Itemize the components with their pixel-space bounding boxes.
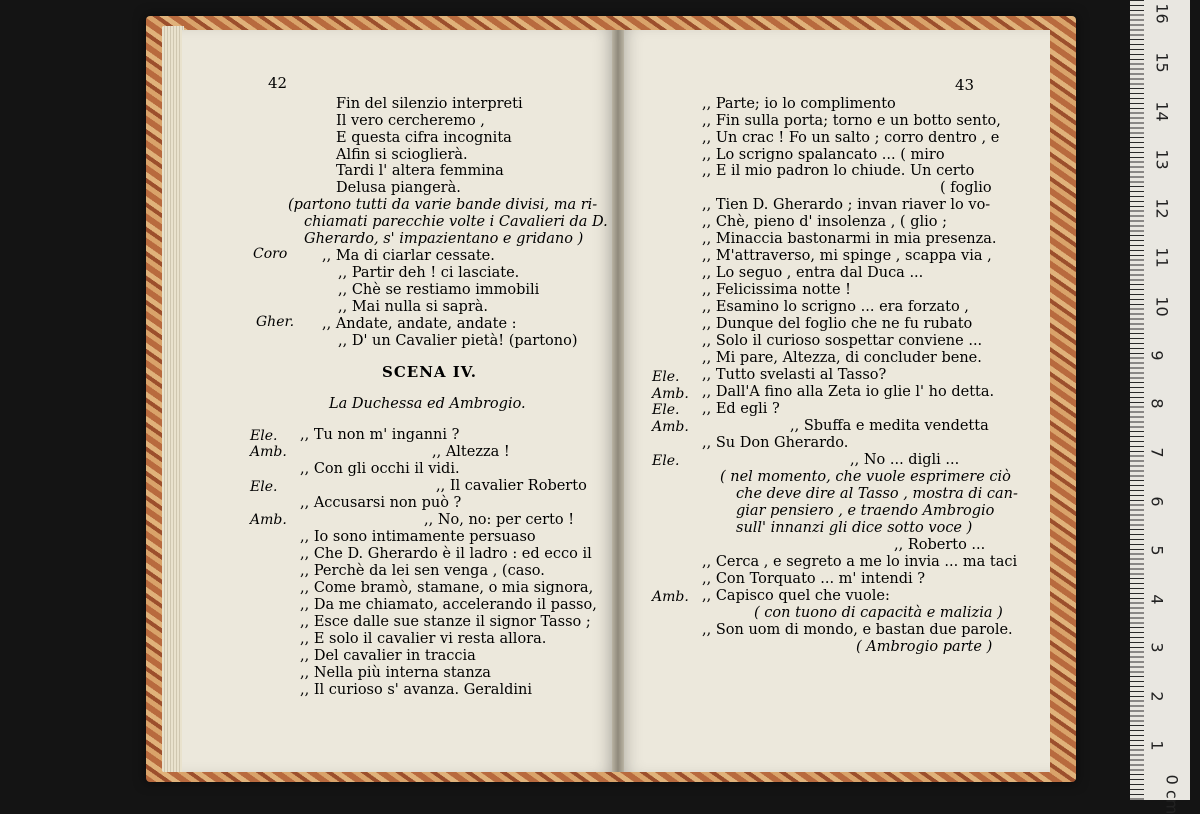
text-line: ,, Mai nulla si saprà. (338, 299, 489, 315)
text-line: Alfin si scioglierà. (336, 147, 468, 163)
speaker-label: Ele. (250, 428, 278, 444)
text-line: ,, Da me chiamato, accelerando il passo, (300, 597, 597, 613)
ruler-number: 9 (1147, 350, 1167, 361)
speaker-label: Ele. (652, 402, 680, 418)
text-line: ,, Nella più interna stanza (300, 665, 491, 681)
text-line: (partono tutti da varie bande divisi, ma ri- (288, 197, 598, 213)
text-line: Tardi l' altera femmina (336, 163, 504, 179)
text-line: ,, Del cavalier in traccia (300, 648, 476, 664)
text-line: ,, Tu non m' inganni ? (300, 427, 460, 443)
ruler-number: 1 (1147, 740, 1167, 751)
text-line: ,, Su Don Gherardo. (702, 435, 849, 451)
text-line: ,, Con gli occhi il vidi. (300, 461, 460, 477)
ruler-number: 11 (1152, 247, 1172, 268)
ruler-number: 8 (1147, 398, 1167, 409)
speaker-label: Amb. (250, 444, 287, 460)
text-line: Delusa piangerà. (336, 180, 461, 196)
ruler-number: 7 (1147, 447, 1167, 458)
text-line: ,, Tutto svelasti al Tasso? (702, 367, 887, 383)
speaker-label: Amb. (652, 386, 689, 402)
text-line: ,, No ... digli ... (850, 452, 960, 468)
text-line: ,, No, no: per certo ! (424, 512, 575, 528)
text-line: ,, Come bramò, stamane, o mia signora, (300, 580, 594, 596)
text-line: ,, Chè se restiamo immobili (338, 282, 540, 298)
scene-title: SCENA IV. (382, 363, 478, 381)
left-page-number: 42 (268, 74, 288, 92)
text-line: ,, Parte; io lo complimento (702, 96, 896, 112)
text-line: ( con tuono di capacità e malizia ) (754, 605, 1003, 621)
speaker-label: Amb. (250, 512, 287, 528)
text-line: ,, Accusarsi non può ? (300, 495, 462, 511)
ruler-number: 13 (1152, 149, 1172, 171)
speaker-label: Ele. (652, 453, 680, 469)
speaker-label: Coro (253, 246, 288, 262)
text-line: ,, M'attraverso, mi spinge , scappa via , (702, 248, 992, 264)
text-line: ,, Lo seguo , entra dal Duca ... (702, 265, 924, 281)
text-line: chiamati parecchie volte i Cavalieri da D. (304, 214, 608, 230)
text-line: E questa cifra incognita (336, 130, 512, 146)
ruler-ticks (1130, 0, 1144, 800)
text-line: ,, Il cavalier Roberto (436, 478, 587, 494)
speaker-label: Amb. (652, 419, 689, 435)
ruler-number: 4 (1147, 594, 1167, 605)
text-line: ,, Fin sulla porta; torno e un botto sento, (702, 113, 1001, 129)
text-line: ,, Lo scrigno spalancato ... ( miro (702, 147, 945, 163)
text-line: ,, Il curioso s' avanza. Geraldini (300, 682, 532, 698)
speaker-label: Gher. (256, 314, 295, 330)
text-line: ,, Capisco quel che vuole: (702, 588, 890, 604)
page-edges (162, 26, 184, 772)
text-line: che deve dire al Tasso , mostra di can- (736, 486, 1018, 502)
text-line: ,, Roberto ... (894, 537, 986, 553)
text-line: Gherardo, s' impazientano e gridano ) (304, 231, 584, 247)
text-line: ,, Perchè da lei sen venga , (caso. (300, 563, 545, 579)
text-line: ,, Tien D. Gherardo ; invan riaver lo vo- (702, 197, 991, 213)
ruler-number: 10 (1152, 296, 1172, 317)
ruler-number: 0 cm (1162, 774, 1182, 814)
scene-cast: La Duchessa ed Ambrogio. (329, 396, 526, 412)
text-line: ,, Dall'A fino alla Zeta io glie l' ho detta. (702, 384, 995, 400)
text-line: ,, Felicissima notte ! (702, 282, 851, 298)
text-line: ,, Ma di ciarlar cessate. (322, 248, 495, 264)
text-line: ,, D' un Cavalier pietà! (partono) (338, 333, 578, 349)
ruler-number: 6 (1147, 496, 1167, 507)
ruler-number: 2 (1147, 691, 1167, 702)
speaker-label: Amb. (652, 589, 689, 605)
text-line: ( nel momento, che vuole esprimere ciò (720, 469, 1011, 485)
ruler-number: 15 (1152, 52, 1172, 73)
text-line: ( Ambrogio parte ) (856, 639, 993, 655)
text-line: ,, E solo il cavalier vi resta allora. (300, 631, 547, 647)
text-line: Il vero cercheremo , (336, 113, 485, 129)
text-line: ,, Un crac ! Fo un salto ; corro dentro , e (702, 130, 1000, 146)
ruler-number: 5 (1147, 545, 1167, 556)
ruler-number: 14 (1152, 100, 1172, 122)
ruler-number: 16 (1152, 3, 1172, 24)
text-line: ,, Sbuffa e medita vendetta (790, 418, 989, 434)
text-line: ( foglio (940, 180, 992, 196)
ruler-number: 3 (1147, 642, 1167, 653)
text-line: ,, Altezza ! (432, 444, 510, 460)
text-line: ,, Son uom di mondo, e bastan due parole. (702, 622, 1013, 638)
right-page-number: 43 (955, 76, 975, 94)
text-line: ,, Ed egli ? (702, 401, 780, 417)
text-line: ,, Esamino lo scrigno ... era forzato , (702, 299, 969, 315)
text-line: ,, Che D. Gherardo è il ladro : ed ecco il (300, 546, 592, 562)
text-line: ,, Esce dalle sue stanze il signor Tasso ; (300, 614, 591, 630)
text-line: ,, Mi pare, Altezza, di concluder bene. (702, 350, 982, 366)
text-line: ,, E il mio padron lo chiude. Un certo (702, 163, 975, 179)
text-line: ,, Con Torquato ... m' intendi ? (702, 571, 926, 587)
speaker-label: Ele. (652, 369, 680, 385)
text-line: ,, Io sono intimamente persuaso (300, 529, 536, 545)
text-line: ,, Cerca , e segreto a me lo invia ... ma taci (702, 554, 1018, 570)
text-line: ,, Solo il curioso sospettar conviene ... (702, 333, 983, 349)
text-line: ,, Minaccia bastonarmi in mia presenza. (702, 231, 997, 247)
text-line: Fin del silenzio interpreti (336, 96, 523, 112)
book-gutter (612, 30, 624, 772)
ruler-number: 12 (1152, 198, 1172, 219)
text-line: sull' innanzi gli dice sotto voce ) (736, 520, 973, 536)
text-line: ,, Partir deh ! ci lasciate. (338, 265, 520, 281)
text-line: ,, Andate, andate, andate : (322, 316, 517, 332)
text-line: ,, Chè, pieno d' insolenza , ( glio ; (702, 214, 947, 230)
text-line: ,, Dunque del foglio che ne fu rubato (702, 316, 973, 332)
text-line: giar pensiero , e traendo Ambrogio (736, 503, 995, 519)
speaker-label: Ele. (250, 479, 278, 495)
